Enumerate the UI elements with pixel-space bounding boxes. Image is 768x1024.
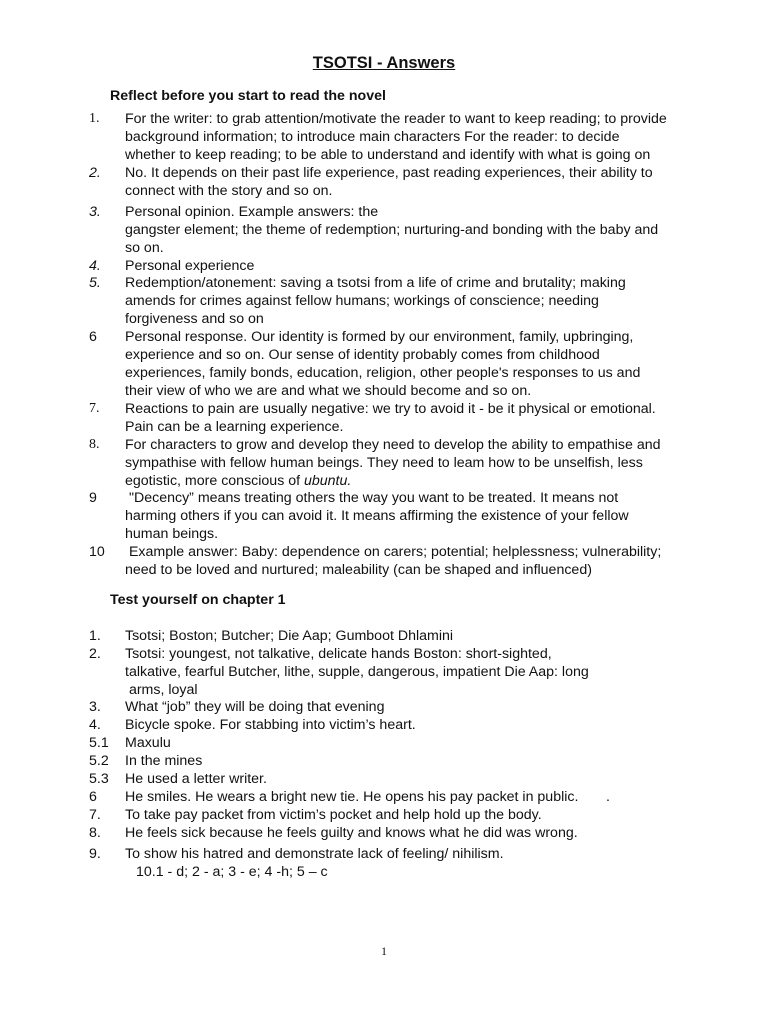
text-line: What “job” they will be doing that evening: [125, 699, 385, 715]
text-line: [125, 472, 715, 490]
text-line: Pain can be a learning experience.: [125, 419, 344, 435]
text-line: sympathise with fellow human beings. They need to leam how to be unselfish, less: [125, 455, 643, 471]
page-title: TSOTSI - Answers: [312, 54, 456, 72]
item-text: [125, 543, 715, 579]
text-line: For characters to grow and develop they need to develop the ability to empathise and: [125, 437, 661, 453]
text-line: forgiveness and so on: [125, 311, 264, 327]
text-line: their view of who we are and what we should become and so on.: [125, 383, 532, 399]
item-text: [125, 770, 715, 788]
item-text: [125, 400, 715, 436]
text-line: arms, loyal: [125, 682, 198, 698]
text-line: amends for crimes against fellow humans; workings of conscience; needing: [125, 293, 599, 309]
item-number: 1.: [89, 111, 100, 126]
text-line: Maxulu: [125, 735, 171, 751]
text-line: Personal opinion. Example answers: the: [125, 204, 379, 220]
item-number: 5.1: [89, 735, 109, 751]
section-heading-test-yourself: Test yourself on chapter 1: [110, 592, 286, 608]
text-line: gangster element; the theme of redemption; nurturing-and bonding with the baby and: [125, 222, 659, 238]
item-text: [125, 806, 715, 824]
text-line: experiences, family bonds, education, religion, other people's responses to us and: [125, 365, 641, 381]
text-line: Tsotsi; Boston; Butcher; Die Aap; Gumboot Dhlamini: [125, 628, 454, 644]
item-text: [125, 627, 715, 645]
text-line: experience and so on. Our sense of identity probably comes from childhood: [125, 347, 600, 363]
item-text: [125, 645, 715, 699]
item-number: 4.: [89, 717, 101, 733]
text-line: Personal response. Our identity is formed by our environment, family, upbringing,: [125, 329, 634, 345]
text-line: In the mines: [125, 753, 203, 769]
text-line: He used a letter writer.: [125, 771, 267, 787]
text-line: harming others if you can avoid it. It means affirming the existence of your fellow: [125, 508, 629, 524]
item-number: 5.: [89, 275, 101, 291]
item-text: [125, 698, 715, 716]
item-text: [125, 788, 715, 806]
item-number: 7.: [89, 401, 100, 416]
item-number: 4.: [89, 258, 101, 274]
item-text: [125, 274, 715, 328]
item-text: [125, 164, 715, 200]
item-number: 1.: [89, 628, 101, 644]
text-line: Personal experience: [125, 258, 255, 274]
text-line: talkative, fearful Butcher, lithe, supple, dangerous, impatient Die Aap: long: [125, 664, 589, 680]
text-segment: egotistic, more conscious of: [125, 473, 304, 489]
item-text: [125, 436, 715, 490]
text-line: To show his hatred and demonstrate lack of feeling/ nihilism.: [125, 846, 504, 862]
text-line: Redemption/atonement: saving a tsotsi from a life of crime and brutality; making: [125, 275, 626, 291]
item-text: [125, 110, 715, 164]
text-line: whether to keep reading; to be able to understand and identify with what is going on: [125, 147, 651, 163]
item-number: 2.: [89, 646, 101, 662]
item-number: 7.: [89, 807, 101, 823]
item-text: [125, 752, 715, 770]
text-line: human beings.: [125, 526, 219, 542]
item-number: 5.3: [89, 771, 109, 787]
item-text: [125, 203, 715, 257]
item-number: 3.: [89, 204, 101, 220]
text-line: To take pay packet from victim’s pocket and help hold up the body.: [125, 807, 542, 823]
italic-term: ubuntu.: [304, 473, 352, 489]
page-number: 1: [381, 944, 387, 958]
item-number: 6: [89, 329, 97, 345]
item-number: 10: [89, 544, 105, 560]
item-text: 10.1 - d; 2 - a; 3 - e; 4 -h; 5 – c: [136, 864, 328, 880]
item-text: [125, 845, 715, 863]
item-text: [125, 257, 715, 275]
section-heading-reflect: Reflect before you start to read the novel: [110, 88, 386, 104]
text-line: background information; to introduce main characters For the reader: to decide: [125, 129, 620, 145]
text-line: so on.: [125, 240, 164, 256]
text-line: Bicycle spoke. For stabbing into victim’s heart.: [125, 717, 416, 733]
item-text: [125, 489, 715, 543]
text-line: No. It depends on their past life experience, past reading experiences, their ability to: [125, 165, 653, 181]
item-number: 8.: [89, 825, 101, 841]
text-line: need to be loved and nurtured; maleability (can be shaped and influenced): [125, 562, 592, 578]
text-line: He smiles. He wears a bright new tie. He opens his pay packet in public. .: [125, 789, 610, 805]
text-line: He feels sick because he feels guilty and knows what he did was wrong.: [125, 825, 578, 841]
item-number: 8.: [89, 437, 100, 452]
item-number: 6: [89, 789, 97, 805]
text-line: connect with the story and so on.: [125, 183, 333, 199]
text-line: Reactions to pain are usually negative: we try to avoid it - be it physical or emotional.: [125, 401, 656, 417]
text-line: Tsotsi: youngest, not talkative, delicate hands Boston: short-sighted,: [125, 646, 552, 662]
item-number: 9.: [89, 846, 101, 862]
item-text: [125, 734, 715, 752]
item-number: 5.2: [89, 753, 109, 769]
text-line: Example answer: Baby: dependence on carers; potential; helplessness; vulnerability;: [125, 544, 662, 560]
item-number: 2.: [89, 165, 101, 181]
item-text: [125, 824, 715, 842]
text-line: For the writer: to grab attention/motivate the reader to want to keep reading; to provide: [125, 111, 667, 127]
text-line: "Decency” means treating others the way you want to be treated. It means not: [125, 490, 619, 506]
item-number: 9: [89, 490, 97, 506]
item-text: [125, 328, 715, 400]
item-text: [125, 716, 715, 734]
item-number: 3.: [89, 699, 101, 715]
